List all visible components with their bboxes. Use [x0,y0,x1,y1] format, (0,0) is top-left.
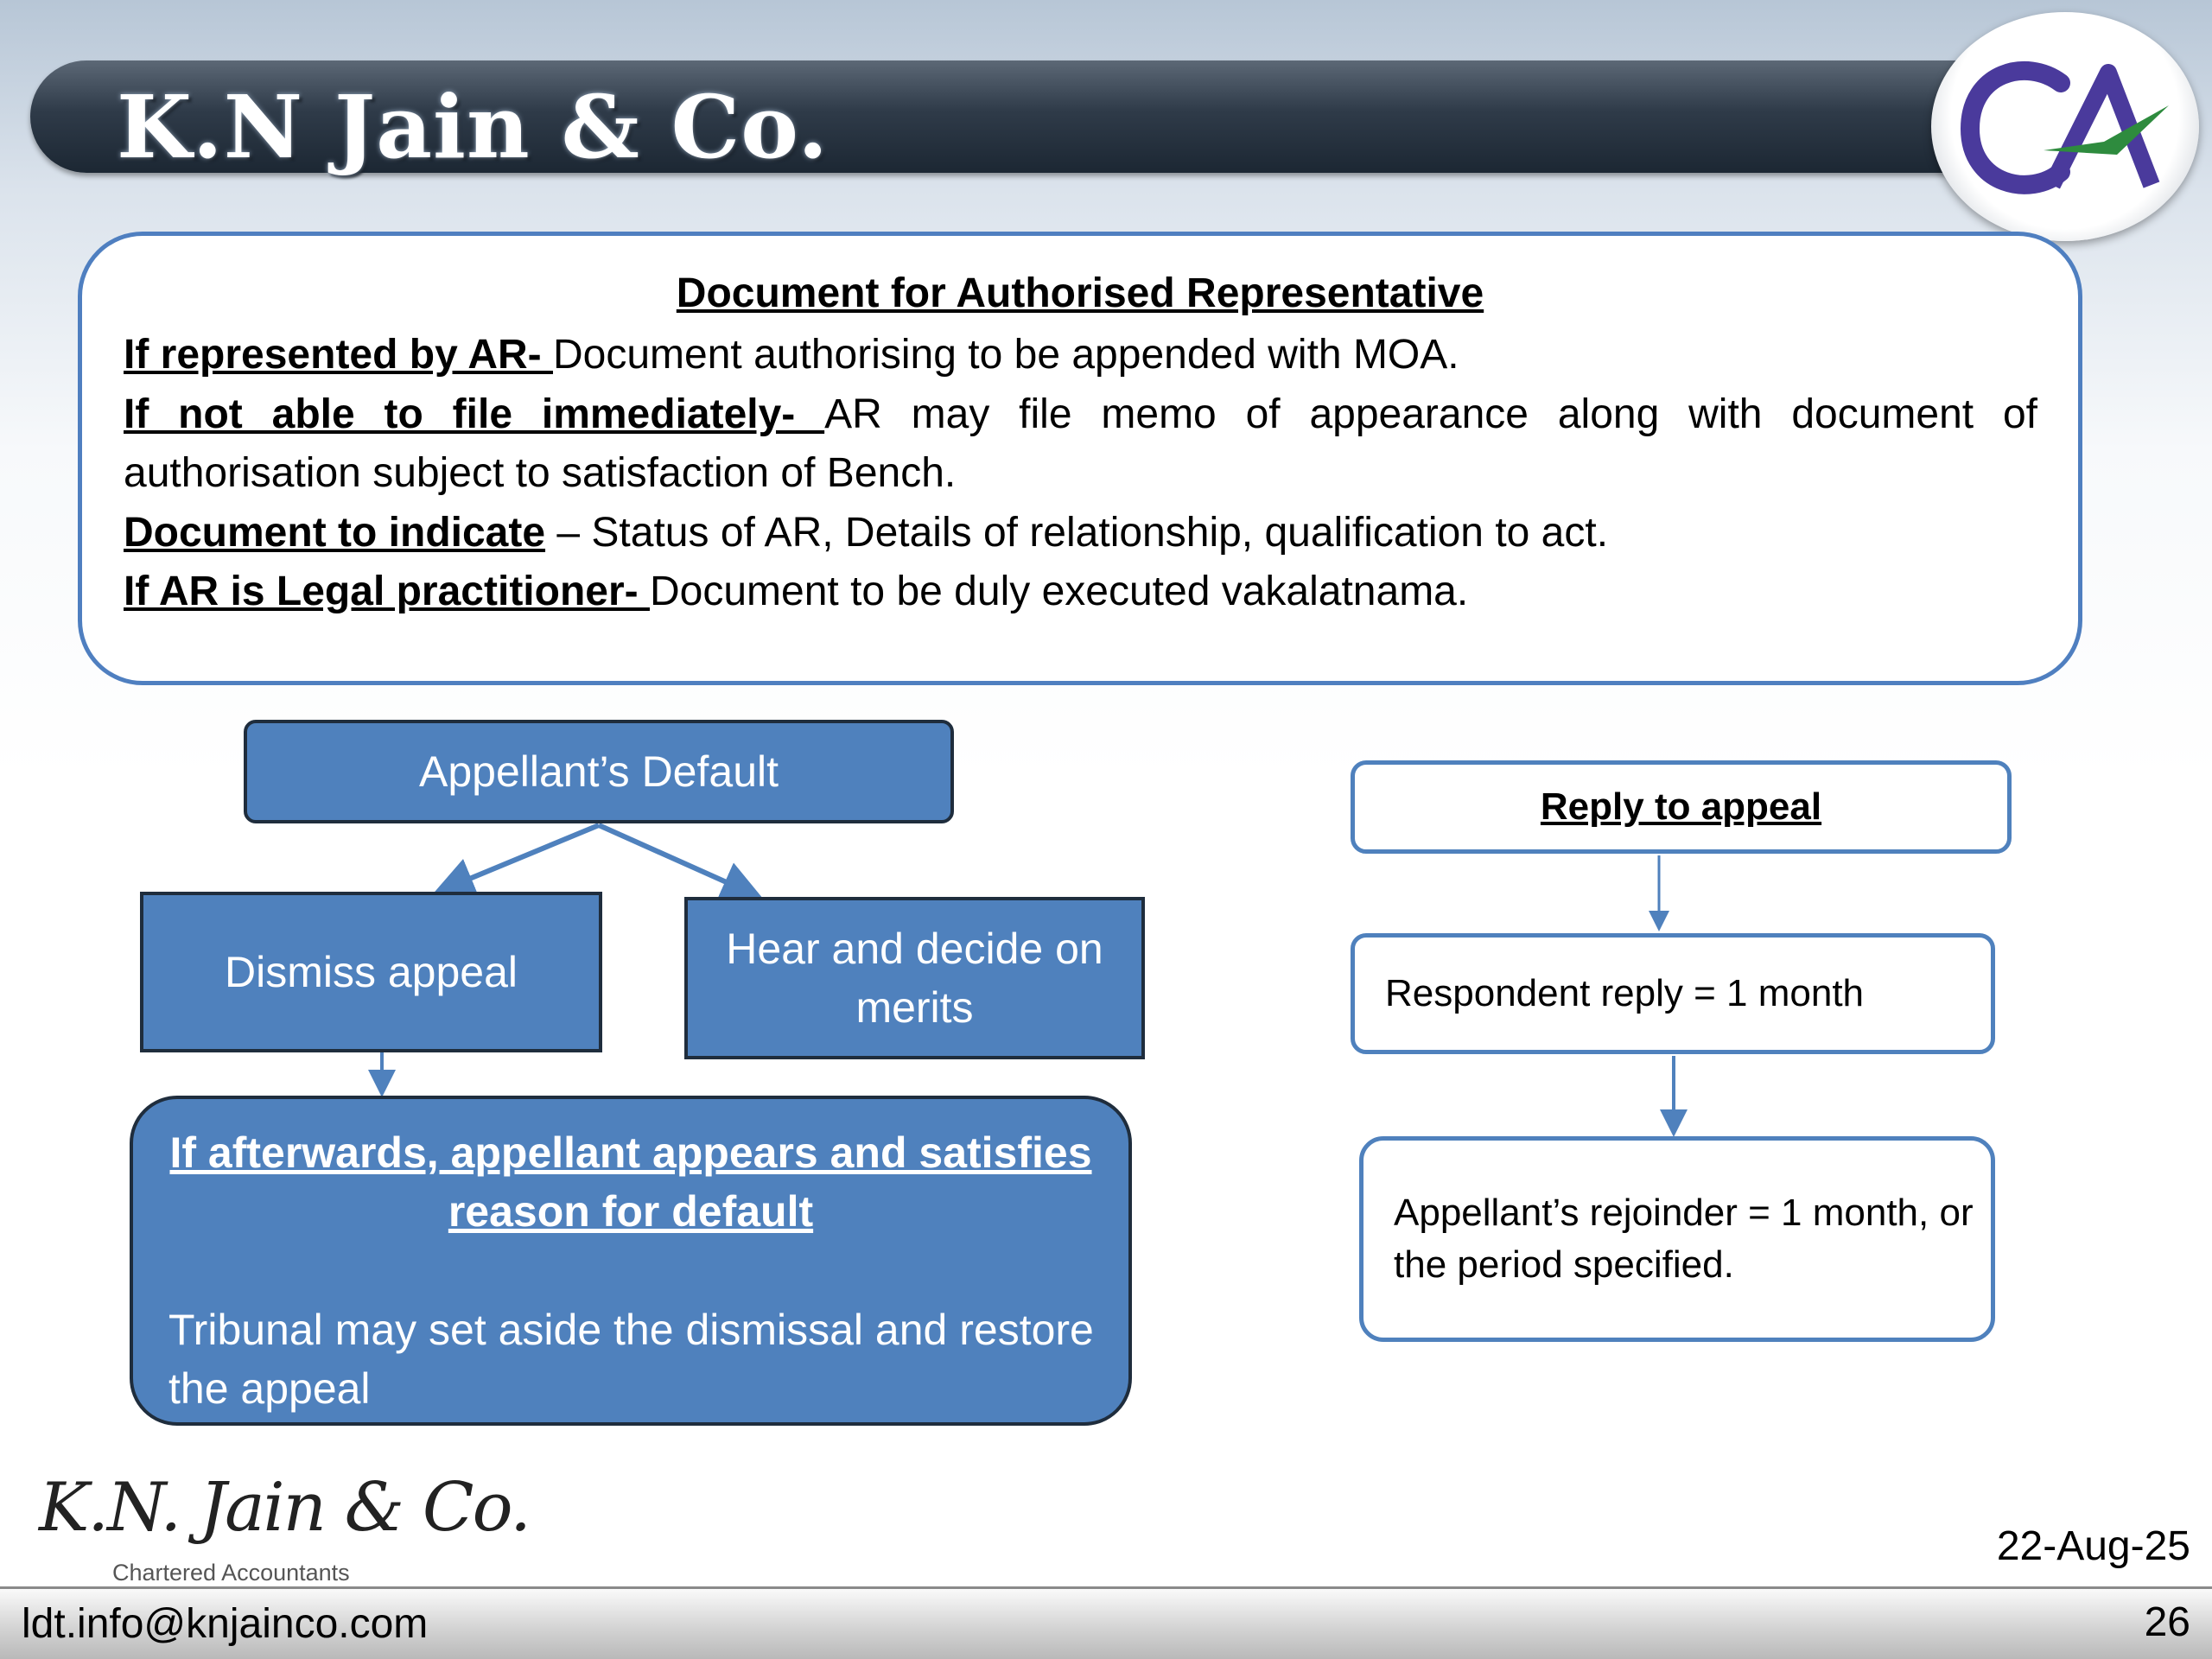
firm-logo: K.N. Jain & Co. [39,1469,530,1547]
appellant-rejoinder-box: Appellant’s rejoinder = 1 month, or the period specified. [1359,1136,1995,1342]
doc-line-text: Document to be duly executed vakalatnama. [649,569,1469,614]
page-number: 26 [2144,1599,2190,1645]
doc-line-text: Document authorising to be appended with MOA. [553,332,1459,378]
doc-line-lead: If not able to file immediately- [124,391,825,437]
hear-decide-box: Hear and decide on merits [684,897,1145,1059]
arrow-to-hear [599,825,753,894]
arrow-to-dismiss [442,825,599,890]
slide-date: 22-Aug-25 [1996,1523,2190,1569]
reply-to-appeal-box: Reply to appeal [1351,760,2012,854]
doc-line-lead: If represented by AR- [124,332,553,378]
respondent-reply-box: Respondent reply = 1 month [1351,933,1995,1054]
firm-subtitle: Chartered Accountants [112,1560,350,1586]
appellant-default-box: Appellant’s Default [244,720,954,823]
doc-line-text: authorisation subject to satisfaction of Bench. [124,450,957,496]
doc-line-text: – Status of AR, Details of relationship, qualification to act. [545,510,1609,556]
doc-line-lead: Document to indicate [124,510,546,556]
page-title: K.N Jain & Co. [117,76,830,178]
document-box-title: Document for Authorised Representative [676,270,1484,316]
doc-line-lead: If AR is Legal practitioner- [124,569,650,614]
restore-body: Tribunal may set aside the dismissal and restore the appeal [168,1306,1094,1413]
restore-heading: If afterwards, appellant appears and satisfies reason for default [169,1128,1092,1236]
doc-line-text: AR may file memo of appearance along with document of [824,391,2037,437]
dismiss-appeal-box: Dismiss appeal [140,892,602,1052]
footer-email: ldt.info@knjainco.com [22,1601,429,1647]
